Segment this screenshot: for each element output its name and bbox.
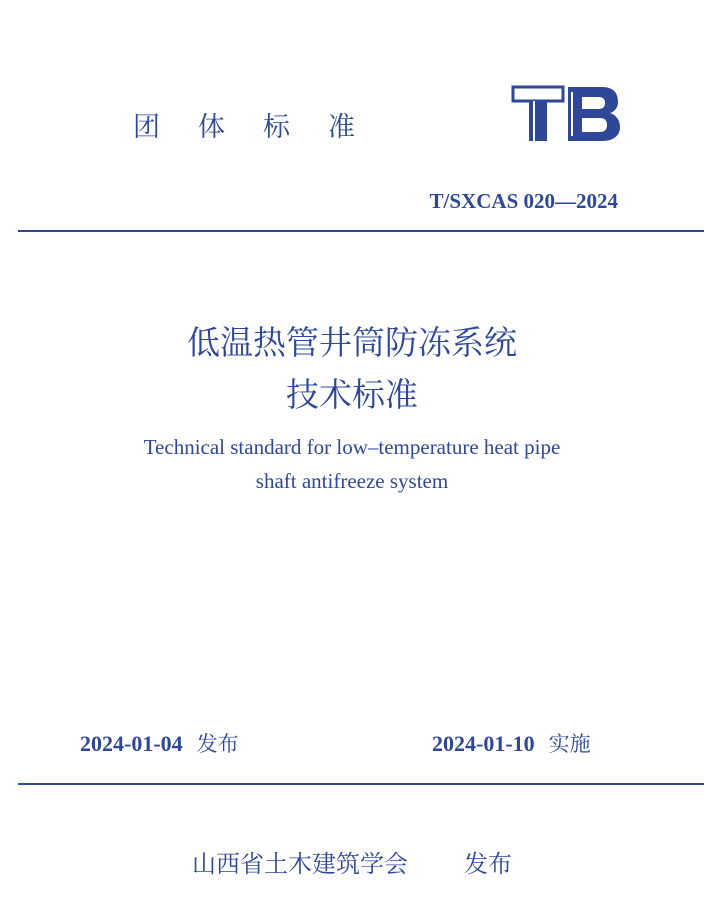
publisher-name: 山西省土木建筑学会 — [192, 850, 408, 878]
title-en-line1: Technical standard for low–temperature heat pipe — [143, 435, 561, 459]
standard-type-label: 团体标准 — [133, 112, 393, 143]
implement-label: 实施 — [548, 732, 591, 756]
implement-date-block — [432, 728, 591, 760]
publish-label: 发布 — [464, 850, 512, 878]
title-en-line2: shaft antifreeze system — [255, 469, 449, 493]
implement-date: 2024-01-10 — [432, 731, 535, 756]
issue-label: 发布 — [196, 732, 239, 756]
tb-logo — [510, 82, 622, 146]
bottom-divider — [18, 783, 704, 785]
top-divider — [18, 230, 704, 232]
issue-date-block — [80, 728, 239, 760]
title-zh-line1: 低温热管井筒防冻系统 — [187, 323, 517, 362]
standard-code: T/SXCAS 020—2024 — [429, 189, 618, 213]
issue-date: 2024-01-04 — [80, 731, 183, 756]
title-zh-line2: 技术标准 — [286, 375, 418, 414]
publisher-line — [0, 846, 704, 882]
